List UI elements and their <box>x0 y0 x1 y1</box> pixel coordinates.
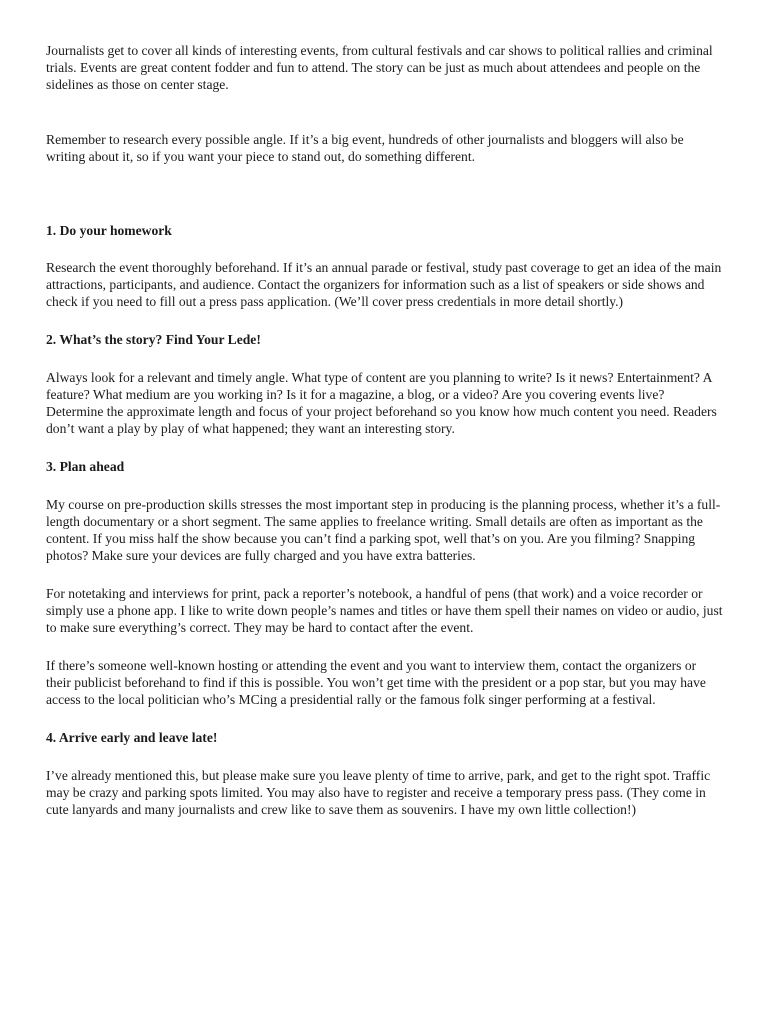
section-paragraph: Research the event thoroughly beforehand. If it’s an annual parade or festival, study past coverage to get an idea of the main attractions, participants, and audience. Contact the organizers for information such as a list of speakers or side shows and check if you need to fill out a press pass application. (We’ll cover press credentials in more detail shortly.) <box>46 260 722 309</box>
document-page <box>46 42 724 818</box>
intro-paragraph: Remember to research every possible angle. If it’s a big event, hundreds of other journalists and bloggers will also be writing about it, so if you want your piece to stand out, do something different. <box>46 132 684 164</box>
section-paragraph: Always look for a relevant and timely angle. What type of content are you planning to write? Is it news? Entertainment? A feature? What medium are you working in? Is it for a magazine, a blog, or a video? Are you covering events live? Determine the approximate length and focus of your project beforehand so you know how much content you need. Readers don’t want a play by play of what happened; they want an interesting story. <box>46 370 717 436</box>
section-heading: 2. What’s the story? Find Your Lede! <box>46 332 261 347</box>
section-heading: 4. Arrive early and leave late! <box>46 730 218 745</box>
section-paragraph: My course on pre-production skills stresses the most important step in producing is the planning process, whether it’s a full-length documentary or a short segment. The same applies to freelance writing. Small details are often as important as the content. If you miss half the show because you can’t find a parking spot, well that’s on you. Are you filming? Snapping photos? Make sure your devices are fully charged and you have extra batteries. <box>46 497 721 563</box>
section-paragraph: I’ve already mentioned this, but please make sure you leave plenty of time to arrive, park, and get to the right spot. Traffic may be crazy and parking spots limited. You may also have to register and receive a temporary press pass. (They come in cute lanyards and many journalists and crew like to save them as souvenirs. I have my own little collection!) <box>46 768 711 817</box>
section-heading: 3. Plan ahead <box>46 459 125 474</box>
intro-paragraph: Journalists get to cover all kinds of interesting events, from cultural festivals and car shows to political rallies and criminal trials. Events are great content fodder and fun to attend. The story can be just as much about attendees and people on the sidelines as those on center stage. <box>46 43 713 92</box>
section-paragraph: For notetaking and interviews for print, pack a reporter’s notebook, a handful of pens (that work) and a voice recorder or simply use a phone app. I like to write down people’s names and titles or have them spell their names on video or audio, just to make sure everything’s correct. They may be hard to contact after the event. <box>46 586 723 635</box>
section-heading: 1. Do your homework <box>46 223 172 238</box>
section-paragraph: If there’s someone well-known hosting or attending the event and you want to interview them, contact the organizers or their publicist beforehand to find if this is possible. You won’t get time with the president or a pop star, but you may have access to the local politician who’s MCing a presidential rally or the famous folk singer performing at a festival. <box>46 658 706 707</box>
